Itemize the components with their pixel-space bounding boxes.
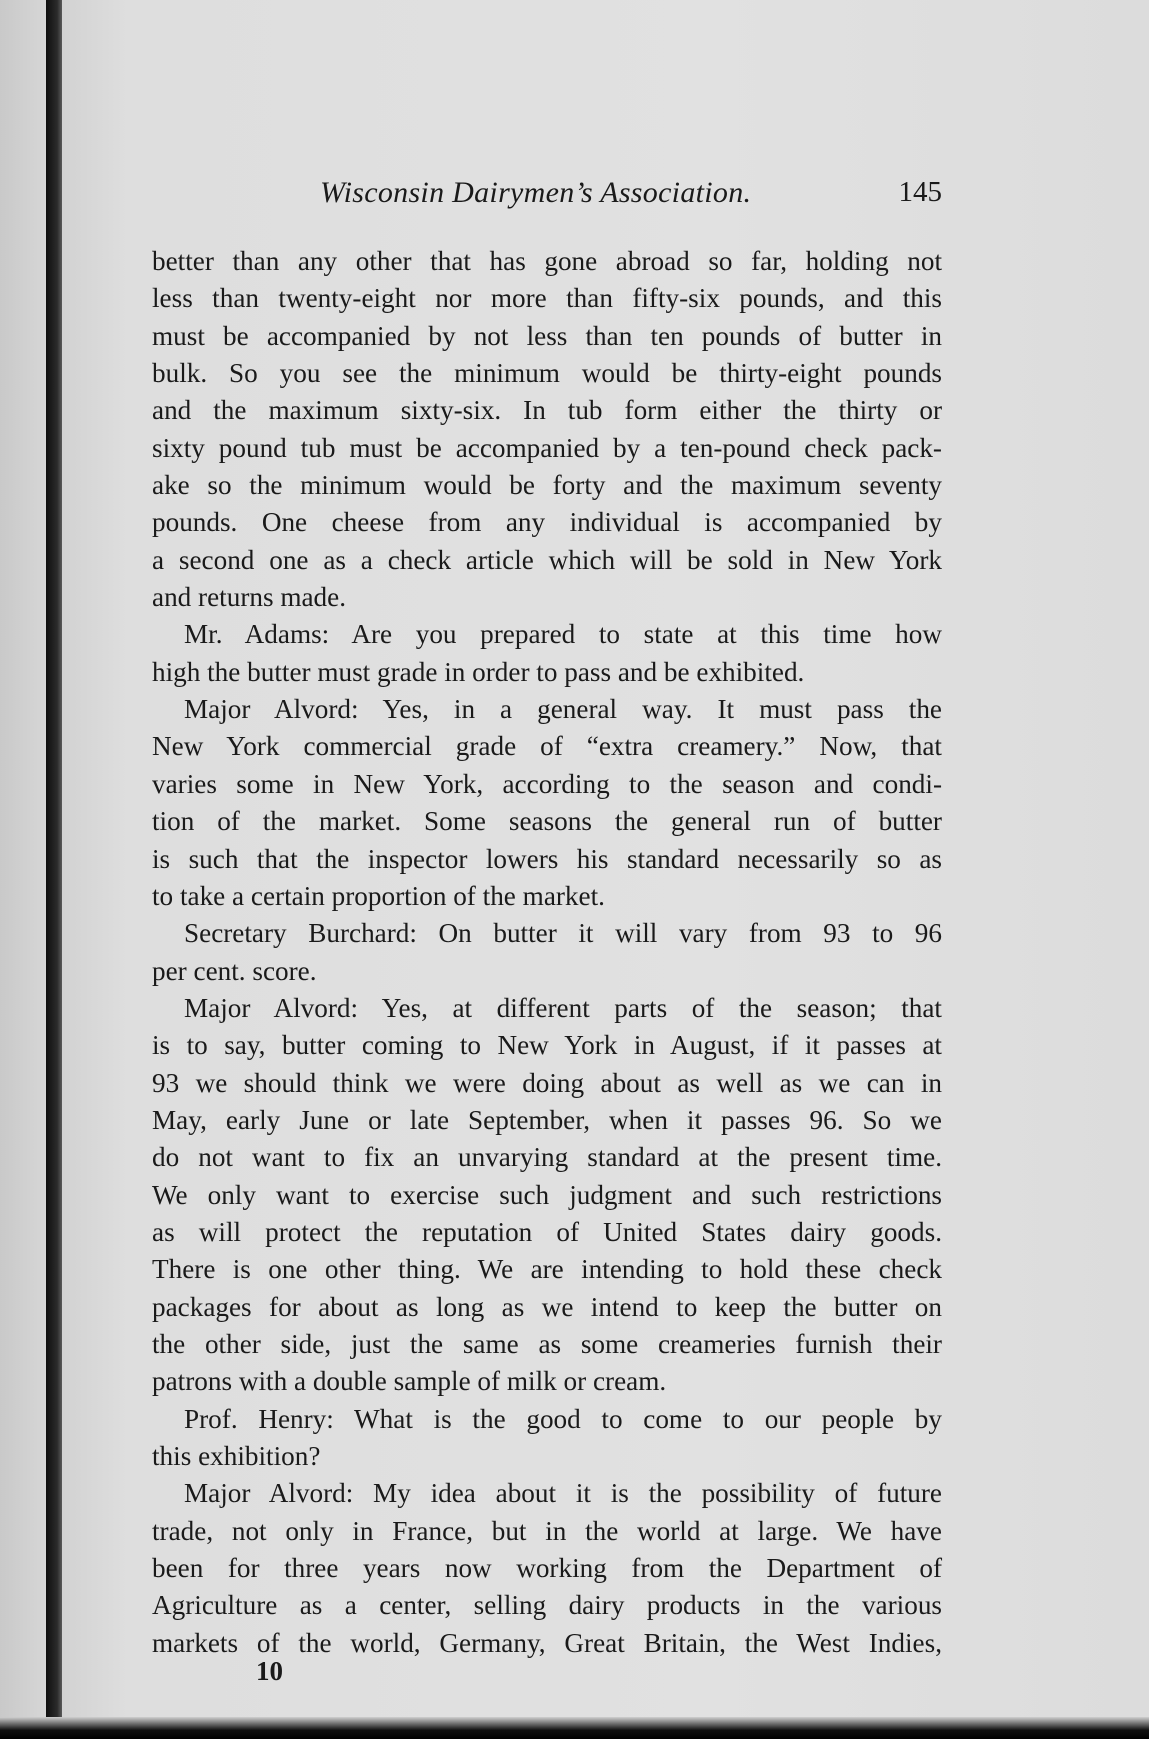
text-line: and returns made. xyxy=(152,582,347,613)
text-line: bulk. So you see the minimum would be thirty-eight pounds xyxy=(152,358,942,389)
binding-gutter-shadow xyxy=(46,0,62,1739)
text-line: tion of the market. Some seasons the general run of butter xyxy=(152,806,942,837)
text-line: patrons with a double sample of milk or cream. xyxy=(152,1366,667,1397)
text-line: been for three years now working from the Department of xyxy=(152,1553,942,1584)
text-line: Secretary Burchard: On butter it will vary from 93 to 96 xyxy=(184,918,942,949)
text-line: New York commercial grade of “extra creamery.” Now, that xyxy=(152,731,942,762)
text-line: ake so the minimum would be forty and the maximum seventy xyxy=(152,470,942,501)
text-line: Major Alvord: Yes, in a general way. It must pass the xyxy=(184,694,942,725)
text-line: 93 we should think we were doing about as well as we can in xyxy=(152,1067,942,1098)
text-line: per cent. score. xyxy=(152,955,317,986)
text-line: a second one as a check article which will be sold in New York xyxy=(152,544,942,575)
text-line: May, early June or late September, when it passes 96. So we xyxy=(152,1104,942,1135)
text-line: must be accompanied by not less than ten pounds of butter in xyxy=(152,320,942,351)
text-line: Mr. Adams: Are you prepared to state at this time how xyxy=(184,619,942,650)
text-line: the other side, just the same as some creameries furnish their xyxy=(152,1328,942,1359)
text-line: packages for about as long as we intend to keep the butter on xyxy=(152,1291,942,1322)
text-line: do not want to fix an unvarying standard at the present time. xyxy=(152,1142,942,1173)
text-line: varies some in New York, according to the season and condi- xyxy=(152,768,942,799)
text-line: this exhibition? xyxy=(152,1441,321,1471)
text-line: trade, not only in France, but in the world at large. We have xyxy=(152,1515,942,1546)
text-line: to take a certain proportion of the market. xyxy=(152,880,605,911)
text-line: We only want to exercise such judgment and such restrictions xyxy=(152,1179,942,1210)
text-line: pounds. One cheese from any individual is accompanied by xyxy=(152,507,942,538)
running-title: Wisconsin Dairymen’s Association. xyxy=(320,176,752,209)
text-line: less than twenty-eight nor more than fifty-six pounds, and this xyxy=(152,283,942,314)
text-line: and the maximum sixty-six. In tub form either the thirty or xyxy=(152,395,942,426)
text-line: sixty pound tub must be accompanied by a ten-pound check pack- xyxy=(152,432,942,463)
text-line: markets of the world, Germany, Great Britain, the West Indies, xyxy=(152,1627,942,1658)
running-header xyxy=(152,176,942,216)
binding-margin xyxy=(0,0,46,1739)
text-line: better than any other that has gone abroad so far, holding not xyxy=(152,246,942,276)
signature-mark: 10 xyxy=(256,1656,283,1686)
text-line: There is one other thing. We are intending to hold these check xyxy=(152,1254,942,1285)
text-line: Major Alvord: My idea about it is the possibility of future xyxy=(184,1478,942,1509)
body-text xyxy=(152,243,942,1662)
text-line: is such that the inspector lowers his standard necessarily so as xyxy=(152,843,942,874)
text-line: as will protect the reputation of United States dairy goods. xyxy=(152,1216,942,1247)
text-line: Agriculture as a center, selling dairy products in the various xyxy=(152,1590,942,1621)
text-line: high the butter must grade in order to pass and be exhibited. xyxy=(152,656,805,687)
text-line: is to say, butter coming to New York in August, if it passes at xyxy=(152,1030,942,1061)
text-line: Prof. Henry: What is the good to come to our people by xyxy=(184,1403,942,1434)
page-bottom-shadow xyxy=(0,1717,1149,1739)
text-line: Major Alvord: Yes, at different parts of the season; that xyxy=(184,992,942,1023)
page-number: 145 xyxy=(898,176,942,208)
